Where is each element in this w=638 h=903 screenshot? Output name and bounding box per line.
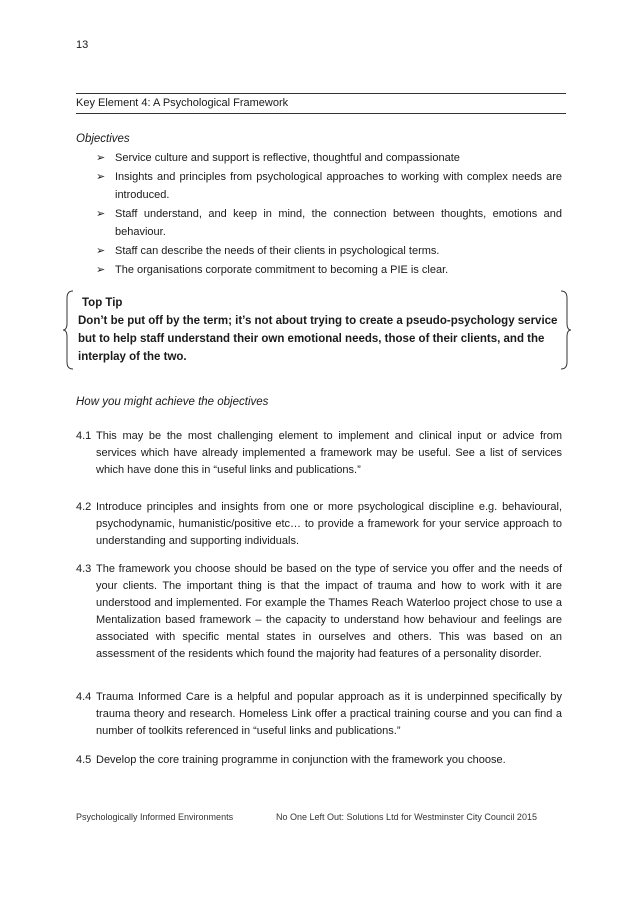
section-number: 4.1 xyxy=(76,430,92,442)
left-brace-icon xyxy=(62,290,74,370)
section-heading: Key Element 4: A Psychological Framework xyxy=(76,97,289,109)
section-4-4 xyxy=(76,689,562,740)
how-title: How you might achieve the objectives xyxy=(76,396,269,408)
objective-item: ➢ Staff can describe the needs of their clients in psychological terms. xyxy=(96,242,562,260)
top-tip-box xyxy=(62,290,572,372)
objectives-list xyxy=(96,149,562,279)
section-number: 4.4 xyxy=(76,691,92,703)
section-number: 4.2 xyxy=(76,501,92,513)
right-brace-icon xyxy=(560,290,572,370)
heading-top-rule xyxy=(76,93,566,94)
arrow-bullet-icon: ➢ xyxy=(96,171,106,183)
page-number: 13 xyxy=(76,39,89,51)
section-4-3 xyxy=(76,561,562,663)
arrow-bullet-icon: ➢ xyxy=(96,208,106,220)
section-4-5 xyxy=(76,752,562,769)
objective-item: ➢ Service culture and support is reflective, thoughtful and compassionate xyxy=(96,149,562,167)
section-text: Trauma Informed Care is a helpful and popular approach as it is underpinned specifically by trauma theory and research. Homeless Link offer a practical training course and you can find a number of toolkits referenced in “useful links and publications.” xyxy=(96,691,562,737)
section-text: Develop the core training programme in conjunction with the framework you choose. xyxy=(96,754,506,766)
top-tip-body: Don’t be put off by the term; it’s not about trying to create a pseudo-psychology service but to help staff understand their own emotional needs, those of their clients, and the interplay of the two. xyxy=(78,315,558,363)
top-tip-title: Top Tip xyxy=(82,297,123,309)
footer-right: No One Left Out: Solutions Ltd for Westminster City Council 2015 xyxy=(276,812,537,822)
section-4-1 xyxy=(76,428,562,479)
section-text: This may be the most challenging element to implement and clinical input or advice from services which have already implemented a framework may be useful. See a list of services which have done this in “useful links and publications.” xyxy=(96,430,562,476)
section-number: 4.3 xyxy=(76,563,92,575)
objectives-title: Objectives xyxy=(76,133,130,145)
arrow-bullet-icon: ➢ xyxy=(96,152,106,164)
arrow-bullet-icon: ➢ xyxy=(96,264,106,276)
objective-item: ➢ Insights and principles from psychological approaches to working with complex needs are introduced. xyxy=(96,168,562,204)
section-4-2 xyxy=(76,499,562,550)
section-number: 4.5 xyxy=(76,754,92,766)
heading-bottom-rule xyxy=(76,113,566,114)
arrow-bullet-icon: ➢ xyxy=(96,245,106,257)
top-tip-text xyxy=(78,294,564,366)
section-text: Introduce principles and insights from one or more psychological discipline e.g. behavioural, psychodynamic, humanistic/positive etc… to provide a framework for your service approach to understanding and supporting individuals. xyxy=(96,501,562,547)
footer-left: Psychologically Informed Environments xyxy=(76,812,234,822)
objective-item: ➢ The organisations corporate commitment to becoming a PIE is clear. xyxy=(96,261,562,279)
objective-item: ➢ Staff understand, and keep in mind, the connection between thoughts, emotions and behaviour. xyxy=(96,205,562,241)
section-text: The framework you choose should be based on the type of service you offer and the needs of your clients. The important thing is that the impact of trauma and how to work with it are understood and implemented. For example the Thames Reach Waterloo project chose to use a Mentalization based framework – the capacity to understand how behaviour and feelings are associated with specific mental states in ourselves and others. This was based on an assessment of the residents which found the majority had features of a personality disorder. xyxy=(96,563,562,660)
